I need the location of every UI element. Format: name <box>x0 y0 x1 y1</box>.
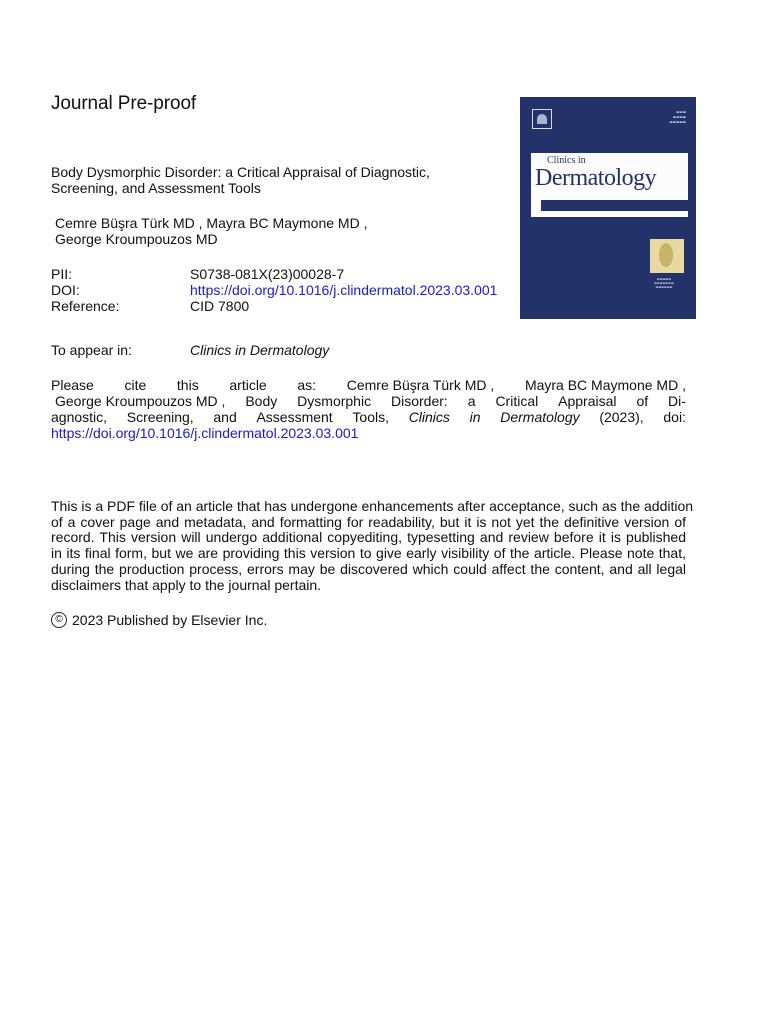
citation-word: of <box>636 393 649 409</box>
to-appear-in-label: To appear in: <box>51 342 132 358</box>
doi-row <box>51 282 497 298</box>
copyright-text: 2023 Published by Elsevier Inc. <box>72 612 268 628</box>
author-line-2: George Kroumpouzos MD <box>55 231 218 247</box>
disclaimer-line: during the production process, errors may be discovered which could affect the content, and all legal <box>51 560 686 577</box>
pii-row <box>51 266 497 282</box>
citation-journal-word: Clinics <box>408 409 450 425</box>
citation-block <box>51 377 686 441</box>
cover-small-title: Clinics in <box>547 155 586 166</box>
citation-word: Critical <box>495 393 539 409</box>
citation-word: Appraisal <box>558 393 617 409</box>
citation-word: Disorder: <box>391 393 448 409</box>
citation-word: Screening, <box>126 409 194 425</box>
reference-value: CID 7800 <box>190 298 250 314</box>
pii-value: S0738-081X(23)00028-7 <box>190 266 345 282</box>
citation-word: Tools, <box>352 409 389 425</box>
cover-title-bar <box>541 200 688 211</box>
to-appear-in <box>51 342 329 358</box>
author-line-1: Cemre Büşra Türk MD , Mayra BC Maymone MD , <box>55 215 368 231</box>
citation-word: Body <box>245 393 278 409</box>
citation-word: doi: <box>663 409 686 425</box>
citation-doi-link[interactable]: https://doi.org/10.1016/j.clindermatol.2023.03.001 <box>51 425 359 441</box>
doi-link[interactable]: https://doi.org/10.1016/j.clindermatol.2023.03.001 <box>190 282 498 298</box>
reference-label: Reference: <box>51 298 120 314</box>
copyright-notice <box>51 612 267 628</box>
disclaimer-paragraph <box>51 498 694 593</box>
citation-word: a <box>467 393 476 409</box>
citation-word: Assessment <box>256 409 333 425</box>
reference-row <box>51 298 497 314</box>
citation-word: Please <box>51 377 94 393</box>
disclaimer-line: of a cover page and metadata, and formatting for readability, but it is not yet the definitive version of <box>51 513 686 530</box>
citation-author: George Kroumpouzos MD , <box>55 393 226 409</box>
citation-word: Di- <box>668 393 686 409</box>
cover-volume-info: ▬▬▬ ▬▬▬▬ ▬▬▬▬▬ <box>669 110 686 124</box>
disclaimer-line: disclaimers that apply to the journal pertain. <box>51 576 322 593</box>
citation-word: this <box>176 377 199 393</box>
citation-word: Dysmorphic <box>297 393 372 409</box>
citation-word: as: <box>297 377 317 393</box>
cover-title-band <box>531 153 688 217</box>
citation-line-3 <box>51 409 686 425</box>
citation-author: Mayra BC Maymone MD , <box>524 377 686 393</box>
citation-word: (2023), <box>599 409 644 425</box>
citation-journal-word: in <box>469 409 481 425</box>
pii-label: PII: <box>51 266 73 282</box>
citation-word: agnostic, <box>51 409 108 425</box>
journal-cover-image <box>520 97 696 319</box>
cover-big-title: Dermatology <box>535 165 657 191</box>
doi-label: DOI: <box>51 282 80 298</box>
citation-line-4 <box>51 425 686 441</box>
citation-journal-word: Dermatology <box>500 409 580 425</box>
article-title-line-1: Body Dysmorphic Disorder: a Critical Appraisal of Diagnostic, <box>51 164 430 180</box>
citation-word: article <box>229 377 267 393</box>
citation-line-1 <box>51 377 686 393</box>
article-title-line-2: Screening, and Assessment Tools <box>51 180 261 196</box>
article-metadata <box>51 266 497 314</box>
disclaimer-line: in its final form, but we are providing this version to give early visibility of the article. Please note that, <box>51 545 686 562</box>
citation-word: and <box>213 409 237 425</box>
disclaimer-line: This is a PDF file of an article that has undergone enhancements after acceptance, such as the addition <box>51 498 694 514</box>
disclaimer-line: record. This version will undergo additional copyediting, typesetting and review before it is published <box>51 529 686 546</box>
copyright-icon: © <box>51 612 67 628</box>
journal-pre-proof-heading: Journal Pre-proof <box>51 93 197 114</box>
citation-author: Cemre Büşra Türk MD , <box>346 377 495 393</box>
citation-line-2 <box>51 393 686 409</box>
citation-word: cite <box>124 377 147 393</box>
journal-name: Clinics in Dermatology <box>190 342 330 358</box>
article-title <box>51 164 491 196</box>
author-list <box>51 215 367 247</box>
academy-emblem-icon <box>650 239 684 273</box>
cover-footer-text: ▬▬▬▬▬ ▬▬▬▬▬▬▬ ▬▬▬▬▬▬ <box>654 277 674 289</box>
elsevier-tree-logo-icon <box>532 109 552 129</box>
